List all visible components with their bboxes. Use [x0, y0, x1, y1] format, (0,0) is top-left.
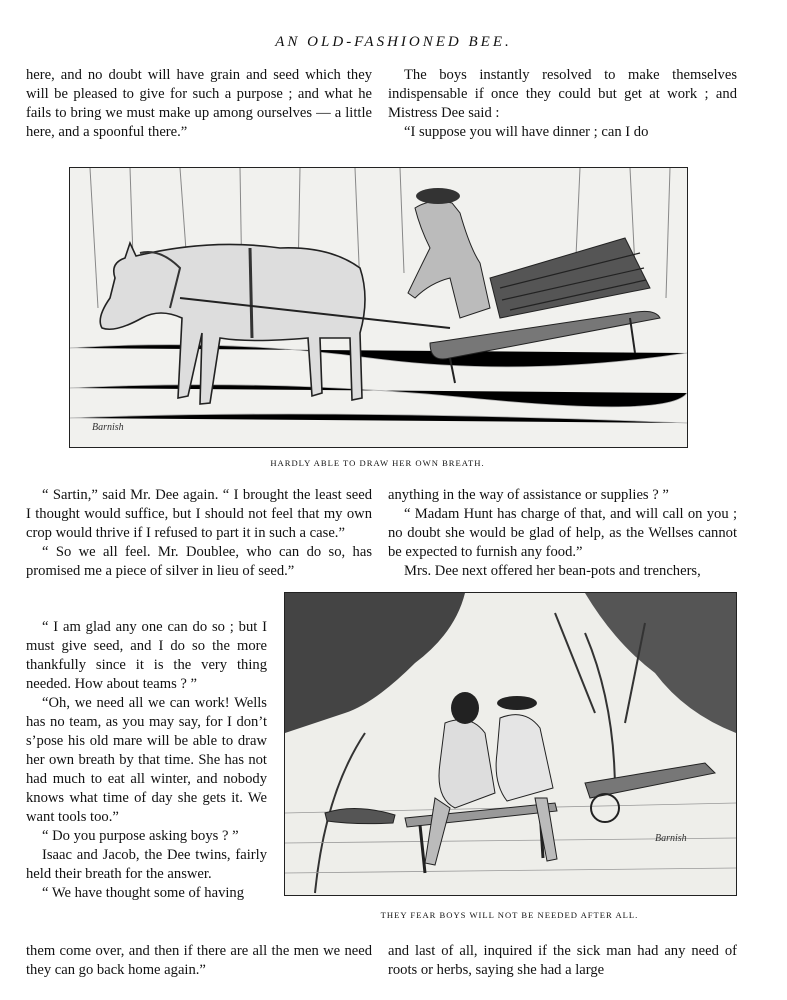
illustration-signature: Barnish — [92, 422, 124, 433]
paragraph: and last of all, inquired if the sick man had any need of roots or herbs, saying she had a large — [388, 943, 737, 978]
paragraph: “ Do you purpose asking boys ? ” — [42, 828, 239, 844]
paragraph: “ So we all feel. Mr. Doublee, who can do so, has promised me a piece of silver in lieu of seed.” — [26, 544, 372, 579]
bottom-right-paragraph — [388, 942, 737, 980]
figure-caption: THEY FEAR BOYS WILL NOT BE NEEDED AFTER ALL. — [380, 910, 639, 920]
paragraph: “ Madam Hunt has charge of that, and will call on you ; no doubt she would be glad of help, as the Wellses cannot be expected to furnish any food.” — [388, 506, 737, 560]
paragraph: “ I am glad any one can do so ; but I must give seed, and I do so the more thankfully since it is the very thing needed. How about teams ? ” — [26, 619, 267, 692]
running-head: AN OLD-FASHIONED BEE. — [275, 34, 512, 50]
top-left-paragraph — [26, 66, 372, 142]
paragraph: anything in the way of assistance or supplies ? ” — [388, 487, 669, 503]
paragraph: Isaac and Jacob, the Dee twins, fairly held their breath for the answer. — [26, 847, 267, 882]
paragraph: The boys instantly resolved to make themselves indispensable if once they could but get at work ; and Mistress Dee said : — [388, 67, 737, 121]
illustration-boys-bench — [284, 592, 737, 896]
top-right-column — [388, 66, 737, 142]
left-column — [26, 486, 372, 581]
bottom-left-paragraph — [26, 942, 372, 980]
illustration-horse-sled — [69, 167, 688, 448]
paragraph: them come over, and then if there are all the men we need they can go back home again.” — [26, 943, 372, 978]
illustration-signature: Barnish — [655, 833, 687, 844]
paragraph: Mrs. Dee next offered her bean-pots and trenchers, — [404, 563, 701, 579]
figure-caption: HARDLY ABLE TO DRAW HER OWN BREATH. — [270, 458, 485, 468]
left-narrow-column — [26, 618, 267, 903]
paragraph: “ We have thought some of having — [42, 885, 245, 901]
paragraph: “ Sartin,” said Mr. Dee again. “ I brought the least seed I thought would suffice, but I should not feel that my own crop would thrive if I refused to part it in such a case.” — [26, 487, 372, 541]
right-column — [388, 486, 737, 581]
paragraph: here, and no doubt will have grain and seed which they will be pleased to give for such a purpose ; and what he fails to bring we must make up among ourselves — a little here, and a spoonful there.” — [26, 67, 372, 140]
paragraph: “I suppose you will have dinner ; can I do — [404, 124, 649, 140]
paragraph: “Oh, we need all we can work! Wells has no team, as you may say, for I don’t s’pose his old mare will be able to draw her own breath by that time. She has not had much to eat all winter, and nobody knows what time of day she gets it. We want tools too.” — [26, 695, 267, 825]
